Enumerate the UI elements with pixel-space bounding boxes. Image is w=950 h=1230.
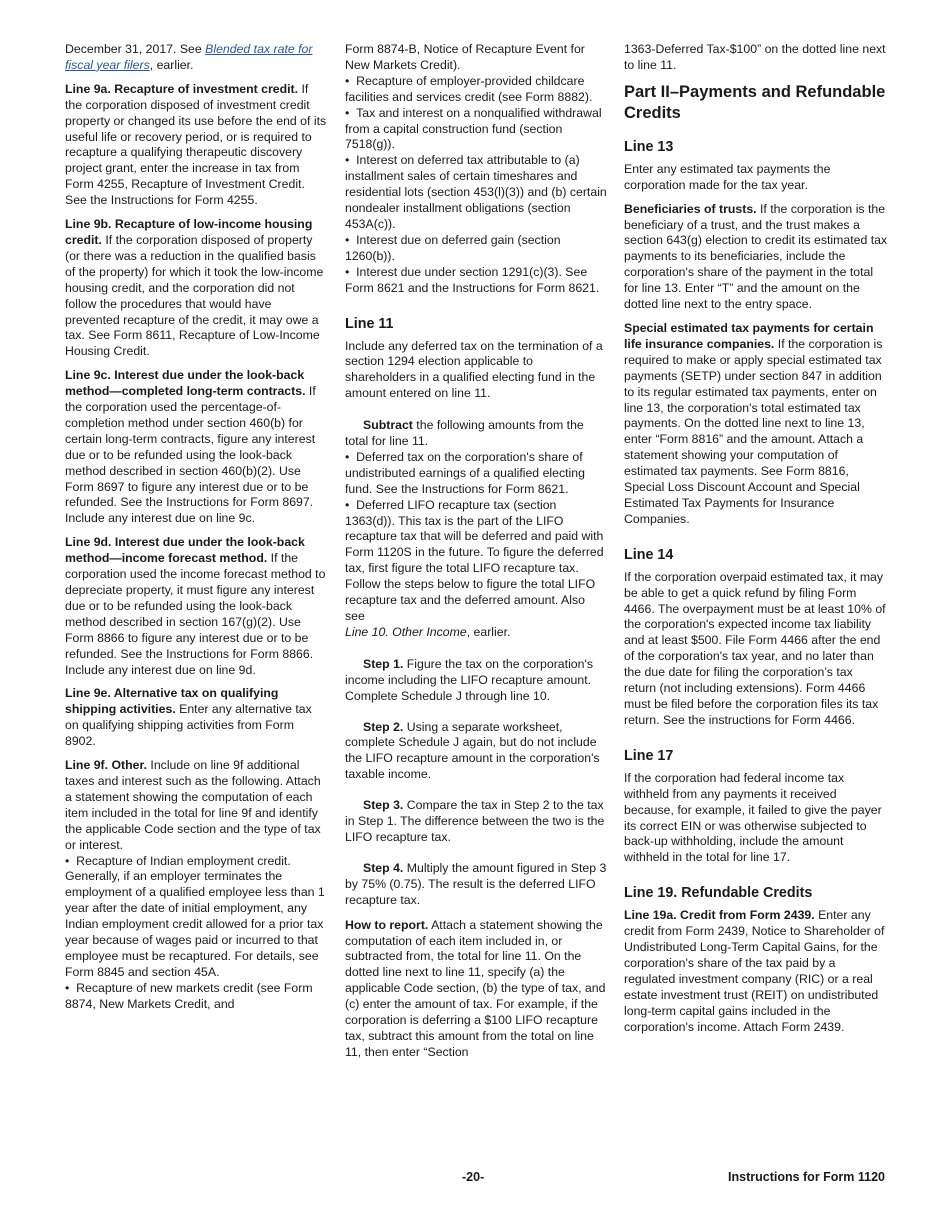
line-9f-paragraph [65, 758, 327, 853]
line-19a-heading: Line 19a. Credit from Form 2439. [624, 908, 815, 923]
step-1-heading: Step 1. [363, 656, 404, 671]
line-9e-paragraph [65, 686, 327, 750]
subtract-heading: Subtract [363, 418, 413, 433]
line-17-heading: Line 17 [624, 747, 674, 764]
setp-body: If the corporation is required to make or apply special estimated tax payments (SETP) under section 847 in addition to its regular estimated tax payments, enter on line 13, the corporation's total estimated tax payments. On the dotted line next to line 13, enter “Form 8816” and the amount. Attach a statement showing your computation of estimated tax payments. See Form 8816, Special Loss Discount Account and Special Estimated Tax Payments for Insurance Companies. [624, 336, 883, 526]
list-item: • Interest on deferred tax attributable to (a) installment sales of certain timeshares and residential lots (section 453(l)(3)) and (b) certain nondealer installment obligations (section 453A(c)). [345, 153, 607, 233]
line-9b-heading: Line 9b. Recapture of low-income housing credit. [65, 217, 313, 247]
continued-text: 1363-Deferred Tax-$100” on the dotted line next to line 11. [624, 42, 886, 72]
line-9b-paragraph [65, 217, 327, 360]
line-13-heading: Line 13 [624, 138, 674, 155]
step-4-paragraph [345, 861, 607, 909]
how-to-report-body: Attach a statement showing the computation of each item included in, or subtracted from, the total for line 11. On the dotted line next to line 11, specify (a) the applicable Code section, (b) the type of tax, and (c) enter the amount of tax. For example, if the corporation is deferring a $100 LIFO recapture tax, subtract this amount from the total on line 11, then enter “Section [345, 917, 606, 1059]
list-item: • Deferred tax on the corporation's share of undistributed earnings of a qualified electing fund. See the Instructions for Form 8621. [345, 450, 607, 498]
part-2-heading: Part II–Payments and Refundable Credits [624, 82, 886, 122]
step-4-heading: Step 4. [363, 860, 404, 875]
how-to-report-paragraph [345, 918, 607, 1061]
blended-tax-rate-link[interactable]: Blended tax rate for fiscal year filers [65, 42, 313, 72]
line-19-heading: Line 19. Refundable Credits [624, 885, 813, 902]
step-2-paragraph [345, 720, 607, 784]
step-3-body: Compare the tax in Step 2 to the tax in Step 1. The difference between the two is the LIFO recapture tax. [345, 798, 605, 844]
lifo-text: Deferred LIFO recapture tax (section 1363(d)). This tax is the part of the LIFO recapture tax that will be deferred and paid with Form 1120S in the future. To figure the deferred tax, first figure the total LIFO recapture tax. Follow the steps below to figure the total LIFO recapture tax and the deferred amount. Also see [345, 497, 604, 623]
line-17-body: If the corporation had federal income tax withheld from any payments it received because, for example, it failed to give the payer its correct EIN or was otherwise subjected to back-up withholding, include the amount withheld in the total for line 17. [624, 770, 882, 865]
line-9f-heading: Line 9f. Other. [65, 758, 147, 773]
list-item: • Interest due on deferred gain (section 1260(b)). [345, 233, 607, 265]
line-9e-heading: Line 9e. Alternative tax on qualifying shipping activities. [65, 686, 279, 717]
line-19a-body: Enter any credit from Form 2439, Notice to Shareholder of Undistributed Long-Term Capital Gains, for the corporation's share of the tax paid by a regulated investment company (RIC) or a real estate investment trust (REIT) on undistributed long-term capital gains included in the corporation's income. Attach Form 2439. [624, 908, 885, 1034]
line-9c-body: If the corporation used the percentage-of-completion method under section 460(b) for certain long-term contracts, figure any interest due or to be refunded using the look-back method described in section 460(b)(2). Use Form 8697 to figure any interest due or to be refunded. See the Instructions for Form 8697. Include any interest due on line 9c. [65, 384, 316, 526]
line-11-body: Include any deferred tax on the termination of a section 1294 election applicable to shareholders in a qualified electing fund in the amount entered on line 11. [345, 338, 603, 401]
line-9f-body: Include on line 9f additional taxes and interest such as the following. Attach a statement showing the computation of each item included in the total for line 9f and identify the applicable Code section and the type of tax or interest. [65, 758, 321, 852]
column-right [624, 42, 888, 1044]
beneficiaries-heading: Beneficiaries of trusts. [624, 201, 757, 216]
intro-text: December 31, 2017. See [65, 42, 206, 56]
intro-tail: , earlier. [149, 57, 194, 72]
step-4-body: Multiply the amount figured in Step 3 by 75% (0.75). The result is the deferred LIFO recapture tax. [345, 860, 607, 907]
list-item: • Recapture of Indian employment credit. Generally, if an employer terminates the employment of a qualified employee less than 1 year after the date of initial employment, any Indian employment credit allowed for a prior tax year because of wages paid or incurred to that employee must be recaptured. For details, see Form 8845 and section 45A. [65, 854, 327, 981]
line-9a-body: If the corporation disposed of investment credit property or changed its use before the end of its useful life or recovery period, or is required to recapture a qualifying therapeutic discovery project grant, enter the increase in tax from Form 4255, Recapture of Investment Credit. See the Instructions for Form 4255. [65, 81, 327, 208]
setp-heading: Special estimated tax payments for certain life insurance companies. [624, 320, 874, 351]
line-9b-body: If the corporation disposed of property (or there was a reduction in the qualified basis of the property) for which it took the low-income housing credit, and the corporation did not follow the procedures that would have prevented recapture of the credit, it may owe a tax. See Form 8611, Recapture of Low-Income Housing Credit. [65, 232, 324, 359]
lifo-tail: , earlier. [466, 624, 511, 639]
list-item: • Tax and interest on a nonqualified withdrawal from a capital construction fund (section 7518(g)). [345, 106, 607, 154]
line-13-body: Enter any estimated tax payments the corporation made for the tax year. [624, 161, 831, 192]
continued-text: Form 8874-B, Notice of Recapture Event for New Markets Credit). [345, 42, 585, 72]
intro-paragraph [65, 42, 327, 74]
list-item: • Interest due under section 1291(c)(3). See Form 8621 and the Instructions for Form 8621. [345, 265, 607, 297]
line-9d-body: If the corporation used the income forecast method to depreciate property, it must figure any interest due or to be refunded using the look-back method described in section 167(g)(2). Use Form 8866 to figure any interest due or to be refunded. See the Instructions for Form 8866. Include any interest due on line 9d. [65, 551, 326, 677]
how-to-report-heading: How to report. [345, 917, 429, 932]
list-item [345, 498, 607, 641]
setp-paragraph [624, 321, 888, 528]
column-middle [345, 42, 607, 1069]
line-14-heading: Line 14 [624, 546, 674, 563]
line-9a-paragraph [65, 82, 327, 209]
line-9d-paragraph [65, 535, 327, 678]
page-number: -20- [462, 1170, 485, 1184]
step-2-heading: Step 2. [363, 719, 404, 734]
line-14-body: If the corporation overpaid estimated tax, it may be able to get a quick refund by filing Form 4466. The overpayment must be at least 10% of the corporation's expected income tax liability and at least $500. File Form 4466 after the end of the corporation's tax year, and no later than the due date for filing the corporation’s tax return (not including extensions). Form 4466 must be filed before the corporation files its tax return. See the instructions for Form 4466. [624, 569, 886, 727]
step-2-body: Using a separate worksheet, complete Schedule J again, but do not include the LIFO recapture amount in the corporation's taxable income. [345, 719, 600, 782]
line-19a-paragraph [624, 908, 888, 1035]
line-10-reference: Line 10. Other Income [345, 624, 467, 639]
list-item: • Recapture of new markets credit (see Form 8874, New Markets Credit, and [65, 981, 327, 1013]
line-9c-paragraph [65, 368, 327, 527]
line-9d-heading: Line 9d. Interest due under the look-back method—income forecast method. [65, 535, 305, 566]
beneficiaries-paragraph [624, 202, 888, 313]
step-3-heading: Step 3. [363, 798, 404, 813]
beneficiaries-body: If the corporation is the beneficiary of a trust, and the trust makes a section 643(g) election to credit its estimated tax payments to its beneficiaries, include the corporation's share of the payment in the total for line 13. Enter “T” and the amount on the dotted line next to the entry space. [624, 201, 888, 312]
column-left [65, 42, 327, 1013]
line-11-heading: Line 11 [345, 315, 394, 332]
line-9a-heading: Line 9a. Recapture of investment credit. [65, 81, 299, 96]
form-title: Instructions for Form 1120 [728, 1170, 885, 1184]
line-9e-body: Enter any alternative tax on qualifying shipping activities from Form 8902. [65, 702, 312, 749]
step-1-body: Figure the tax on the corporation's income including the LIFO recapture amount. Complete Schedule J through line 10. [345, 656, 593, 703]
line-9c-heading: Line 9c. Interest due under the look-back method—completed long-term contracts. [65, 368, 306, 399]
list-item: • Recapture of employer-provided childcare facilities and services credit (see Form 8882). [345, 74, 607, 106]
subtract-paragraph [345, 418, 607, 450]
step-3-paragraph [345, 798, 607, 846]
subtract-body: the following amounts from the total for line 11. [345, 418, 584, 449]
step-1-paragraph [345, 657, 607, 705]
